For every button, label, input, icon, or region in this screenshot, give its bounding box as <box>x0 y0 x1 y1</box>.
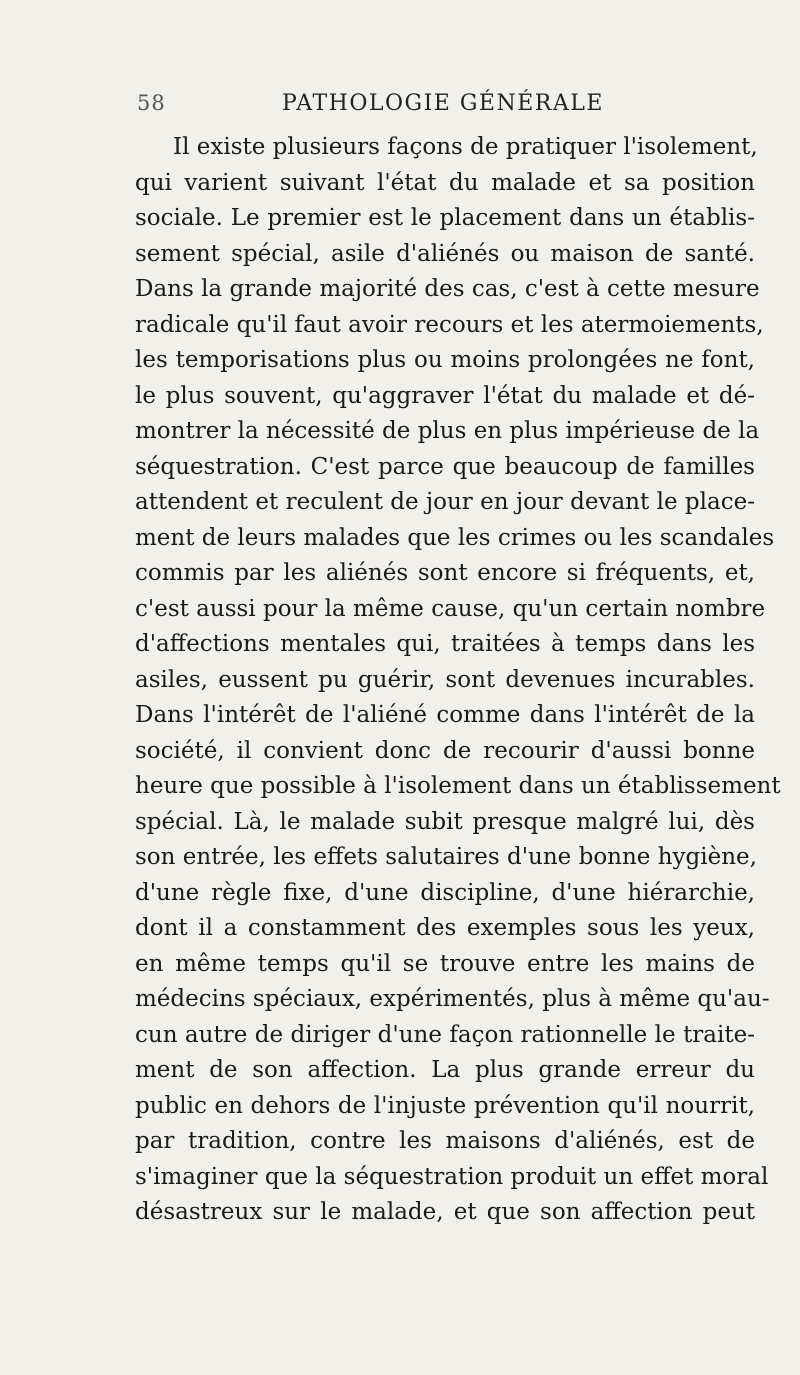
text-line: attendent et reculent de jour en jour devant le place- <box>135 489 755 515</box>
page-number: 58 <box>137 91 166 115</box>
text-line: sement spécial, asile d'aliénés ou maison de santé. <box>135 240 755 267</box>
text-line: c'est aussi pour la même cause, qu'un certain nombre <box>135 595 766 622</box>
text-line: public en dehors de l'injuste prévention qu'il nourrit, <box>135 1092 755 1119</box>
text-line: d'affections mentales qui, traitées à temps dans les <box>135 631 755 657</box>
text-line: heure que possible à l'isolement dans un établissement <box>135 773 781 799</box>
text-line: Dans la grande majorité des cas, c'est à cette mesure <box>135 276 760 302</box>
text-line: le plus souvent, qu'aggraver l'état du malade et dé- <box>135 382 755 409</box>
text-line: par tradition, contre les maisons d'aliénés, est de <box>135 1128 755 1154</box>
text-line: médecins spéciaux, expérimentés, plus à même qu'au- <box>135 986 770 1012</box>
text-line: spécial. Là, le malade subit presque malgré lui, dès <box>135 808 755 835</box>
text-line: d'une règle fixe, d'une discipline, d'une hiérarchie, <box>135 879 755 906</box>
text-line: dont il a constamment des exemples sous les yeux, <box>135 915 755 941</box>
text-line: qui varient suivant l'état du malade et sa position <box>135 169 755 196</box>
text-line: les temporisations plus ou moins prolongées ne font, <box>135 347 755 373</box>
text-line: montrer la nécessité de plus en plus impérieuse de la <box>135 418 760 444</box>
body-paragraph <box>135 130 781 1231</box>
text-line: sociale. Le premier est le placement dans un établis- <box>135 205 755 231</box>
text-line: désastreux sur le malade, et que son affection peut <box>135 1199 755 1225</box>
text-line: société, il convient donc de recourir d'aussi bonne <box>135 737 755 764</box>
running-head <box>0 91 800 121</box>
text-line: asiles, eussent pu guérir, sont devenues incurables. <box>135 666 755 693</box>
text-line: Dans l'intérêt de l'aliéné comme dans l'intérêt de la <box>135 702 755 728</box>
text-line: en même temps qu'il se trouve entre les mains de <box>135 950 755 977</box>
text-line: cun autre de diriger d'une façon rationnelle le traite- <box>135 1021 755 1048</box>
text-line: s'imaginer que la séquestration produit un effet moral <box>135 1163 769 1190</box>
text-line: commis par les aliénés sont encore si fréquents, et, <box>135 560 755 586</box>
text-line: ment de leurs malades que les crimes ou les scandales <box>135 524 775 551</box>
text-line: Il existe plusieurs façons de pratiquer l'isolement, <box>173 134 758 160</box>
text-line: son entrée, les effets salutaires d'une bonne hygiène, <box>135 844 757 870</box>
text-line: radicale qu'il faut avoir recours et les atermoiements, <box>135 311 764 338</box>
text-line: séquestration. C'est parce que beaucoup de familles <box>135 453 755 480</box>
running-title: PATHOLOGIE GÉNÉRALE <box>282 91 604 116</box>
text-line: ment de son affection. La plus grande erreur du <box>135 1057 755 1083</box>
